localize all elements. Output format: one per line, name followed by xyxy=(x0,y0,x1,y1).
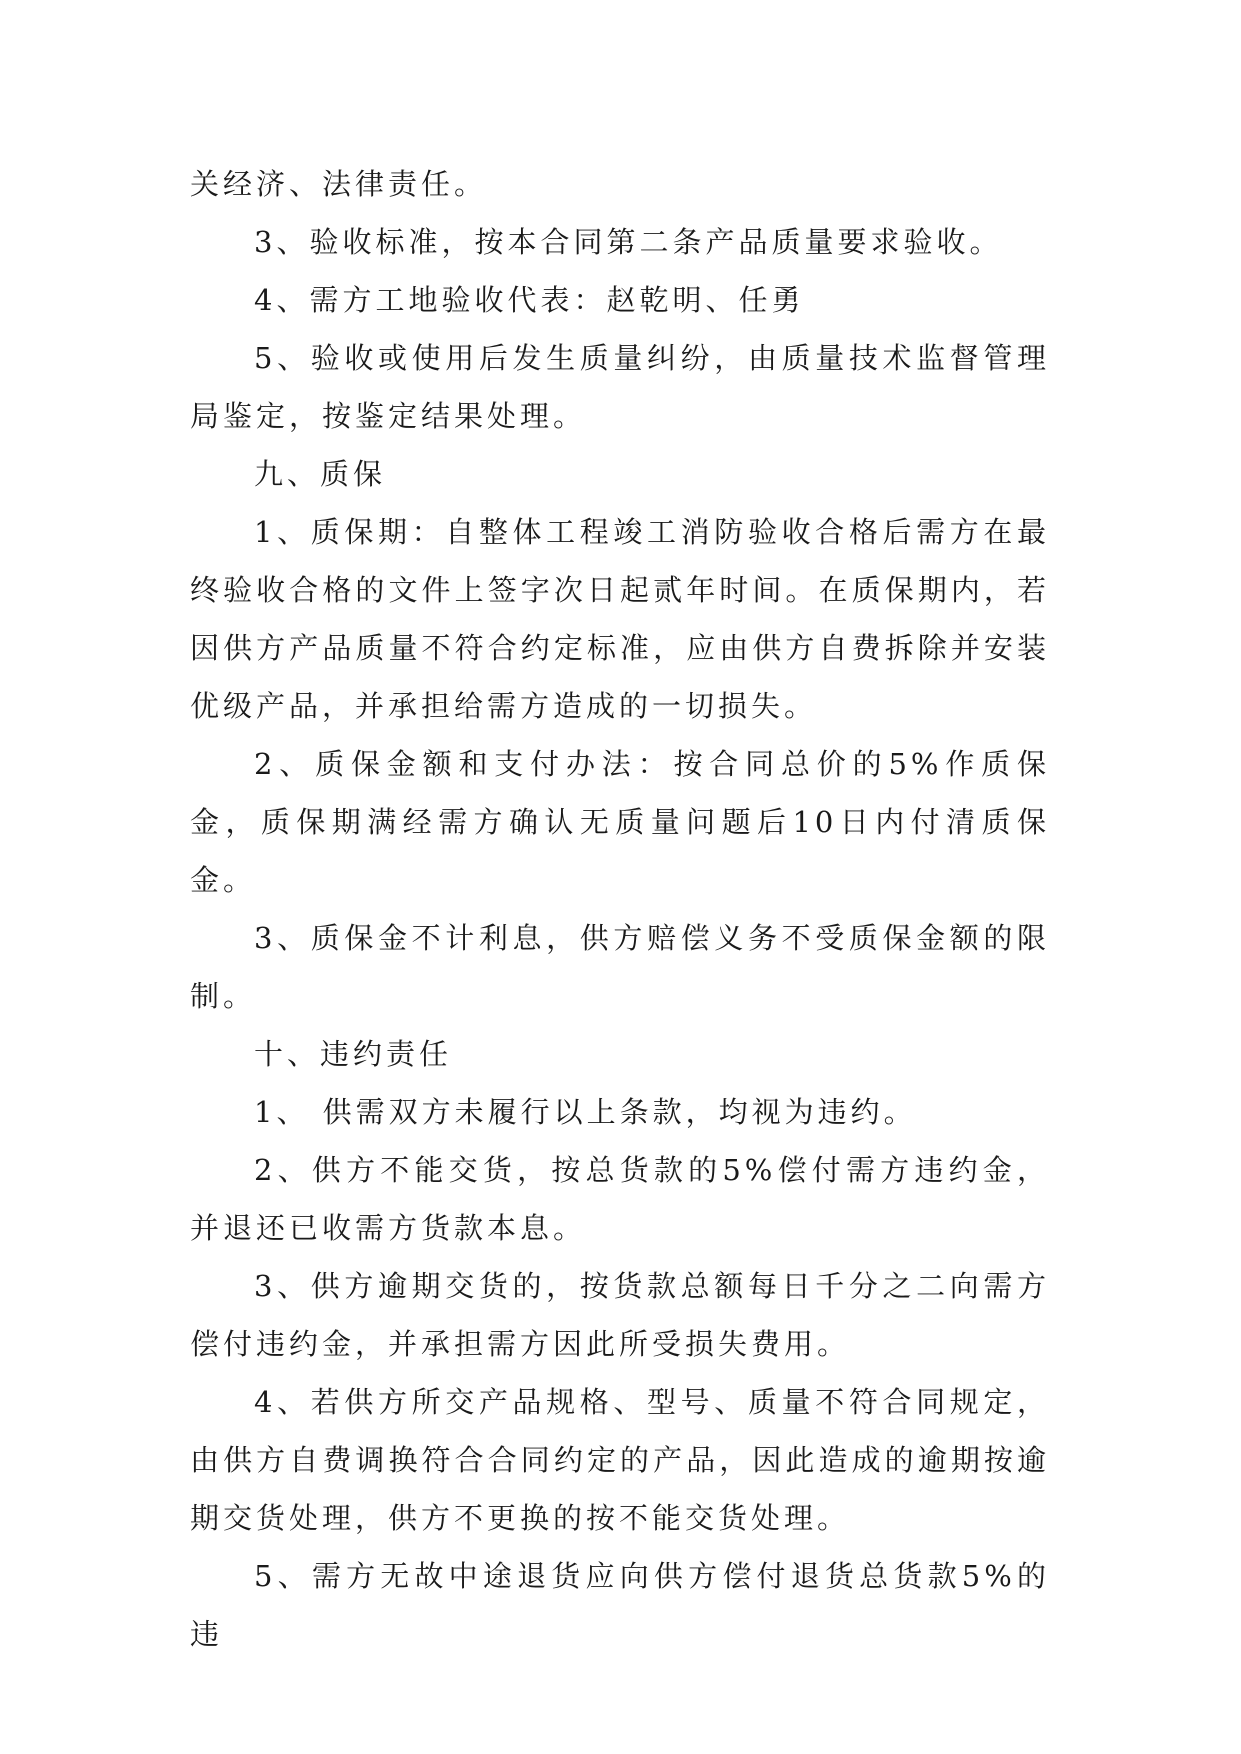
paragraph-breach-nonconforming: 4、若供方所交产品规格、型号、质量不符合同规定，由供方自费调换符合合同约定的产品，因此造成的逾期按逾期交货处理，供方不更换的按不能交货处理。 xyxy=(190,1385,1050,1535)
paragraph-warranty-interest: 3、质保金不计利息，供方赔偿义务不受质保金额的限制。 xyxy=(190,921,1050,1013)
paragraph-breach-general: 1、 供需双方未履行以上条款，均视为违约。 xyxy=(254,1095,917,1129)
section-heading-breach: 十、违约责任 xyxy=(254,1037,453,1071)
paragraph-warranty-deposit: 2、质保金额和支付办法：按合同总价的5%作质保金，质保期满经需方确认无质量问题后10日内付清质保金。 xyxy=(190,747,1050,897)
paragraph-quality-dispute: 5、验收或使用后发生质量纠纷，由质量技术监督管理局鉴定，按鉴定结果处理。 xyxy=(190,341,1050,433)
contract-body xyxy=(190,155,1050,1663)
paragraph-breach-return: 5、需方无故中途退货应向供方偿付退货总货款5%的违 xyxy=(190,1559,1050,1651)
section-heading-warranty: 九、质保 xyxy=(254,457,387,491)
paragraph-breach-no-delivery: 2、供方不能交货，按总货款的5%偿付需方违约金，并退还已收需方货款本息。 xyxy=(190,1153,1050,1245)
paragraph-acceptance-representative: 4、需方工地验收代表：赵乾明、任勇 xyxy=(254,283,805,317)
paragraph-warranty-period: 1、质保期：自整体工程竣工消防验收合格后需方在最终验收合格的文件上签字次日起贰年时间。在质保期内，若因供方产品质量不符合约定标准，应由供方自费拆除并安装优级产品，并承担给需方造成的一切损失。 xyxy=(190,515,1050,723)
paragraph-continuation: 关经济、法律责任。 xyxy=(190,167,488,201)
paragraph-breach-late-delivery: 3、供方逾期交货的，按货款总额每日千分之二向需方偿付违约金，并承担需方因此所受损失费用。 xyxy=(190,1269,1050,1361)
paragraph-acceptance-standard: 3、验收标准，按本合同第二条产品质量要求验收。 xyxy=(254,225,1003,259)
